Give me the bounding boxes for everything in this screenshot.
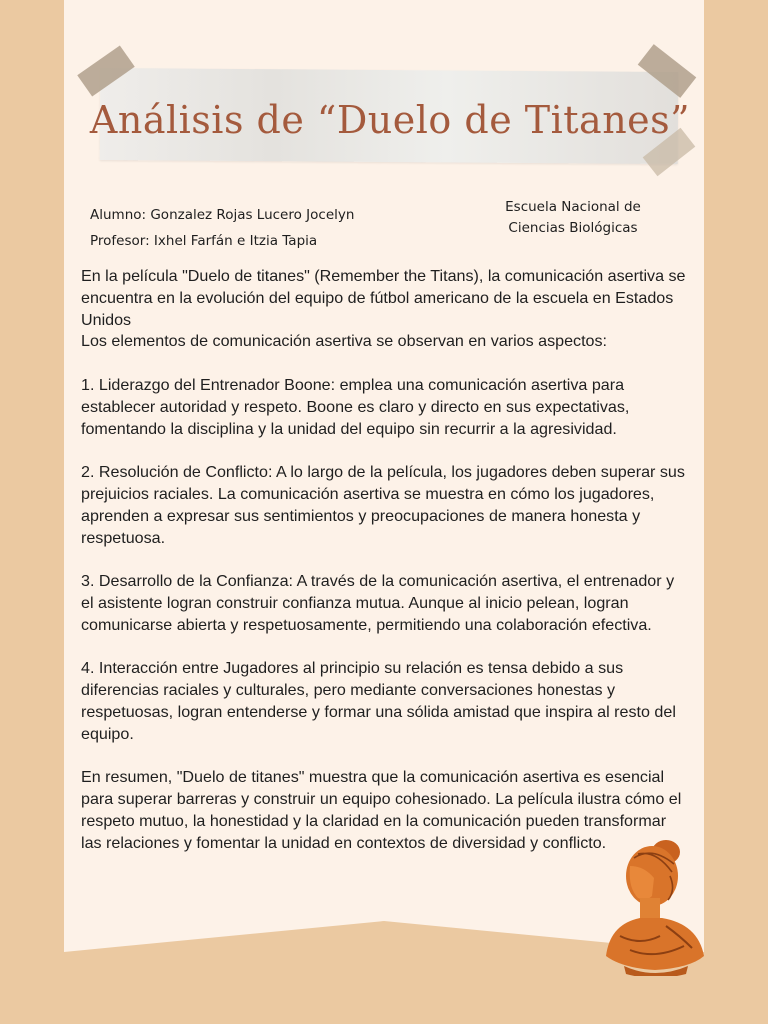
paragraph-conclusion: En resumen, "Duelo de titanes" muestra que la comunicación asertiva es esencial para superar barreras y construir un equipo cohesionado. La película ilustra cómo el respeto mutuo, la honestidad y la claridad en la comunicación pueden transformar las relaciones y fomentar la unidad en contextos de diversidad y conflicto. (81, 768, 682, 852)
essay-body (81, 266, 691, 876)
classical-bust-illustration (600, 836, 710, 976)
school-name: Escuela Nacional de Ciencias Biológicas (505, 199, 641, 236)
paragraph-intro: En la película "Duelo de titanes" (Remember the Titans), la comunicación asertiva se encuentra en la evolución del equipo de fútbol americano de la escuela en Estados Unidos (81, 267, 686, 329)
teacher-names: Profesor: Ixhel Farfán e Itzia Tapia (90, 233, 318, 249)
paragraph-point-3: 3. Desarrollo de la Confianza: A través de la comunicación asertiva, el entrenador y el asistente logran construir confianza mutua. Aunque al inicio pelean, logran comunicarse abierta y respetuosamente, permitiendo una colaboración efectiva. (81, 572, 675, 634)
author-info (90, 202, 354, 254)
student-name: Alumno: Gonzalez Rojas Lucero Jocelyn (90, 207, 355, 223)
paragraph-point-1: 1. Liderazgo del Entrenador Boone: emplea una comunicación asertiva para establecer autoridad y respeto. Boone es claro y directo en sus expectativas, fomentando la disciplina y la unidad del equipo sin recurrir a la agresividad. (81, 375, 630, 438)
page-title: Análisis de “Duelo de Titanes” (89, 98, 691, 142)
paragraph-elements: Los elementos de comunicación asertiva se observan en varios aspectos: (81, 332, 608, 351)
paragraph-point-2: 2. Resolución de Conflicto: A lo largo de la película, los jugadores deben superar sus prejuicios raciales. La comunicación asertiva se muestra en cómo los jugadores, aprenden a expresar sus sentimientos y preocupaciones de manera honesta y respetuosa. (81, 463, 685, 547)
paragraph-point-4: 4. Interacción entre Jugadores al principio su relación es tensa debido a sus diferencias raciales y culturales, pero mediante conversaciones honestas y respetuosas, logran entenderse y formar una sólida amistad que inspira al resto del equipo. (81, 659, 676, 743)
